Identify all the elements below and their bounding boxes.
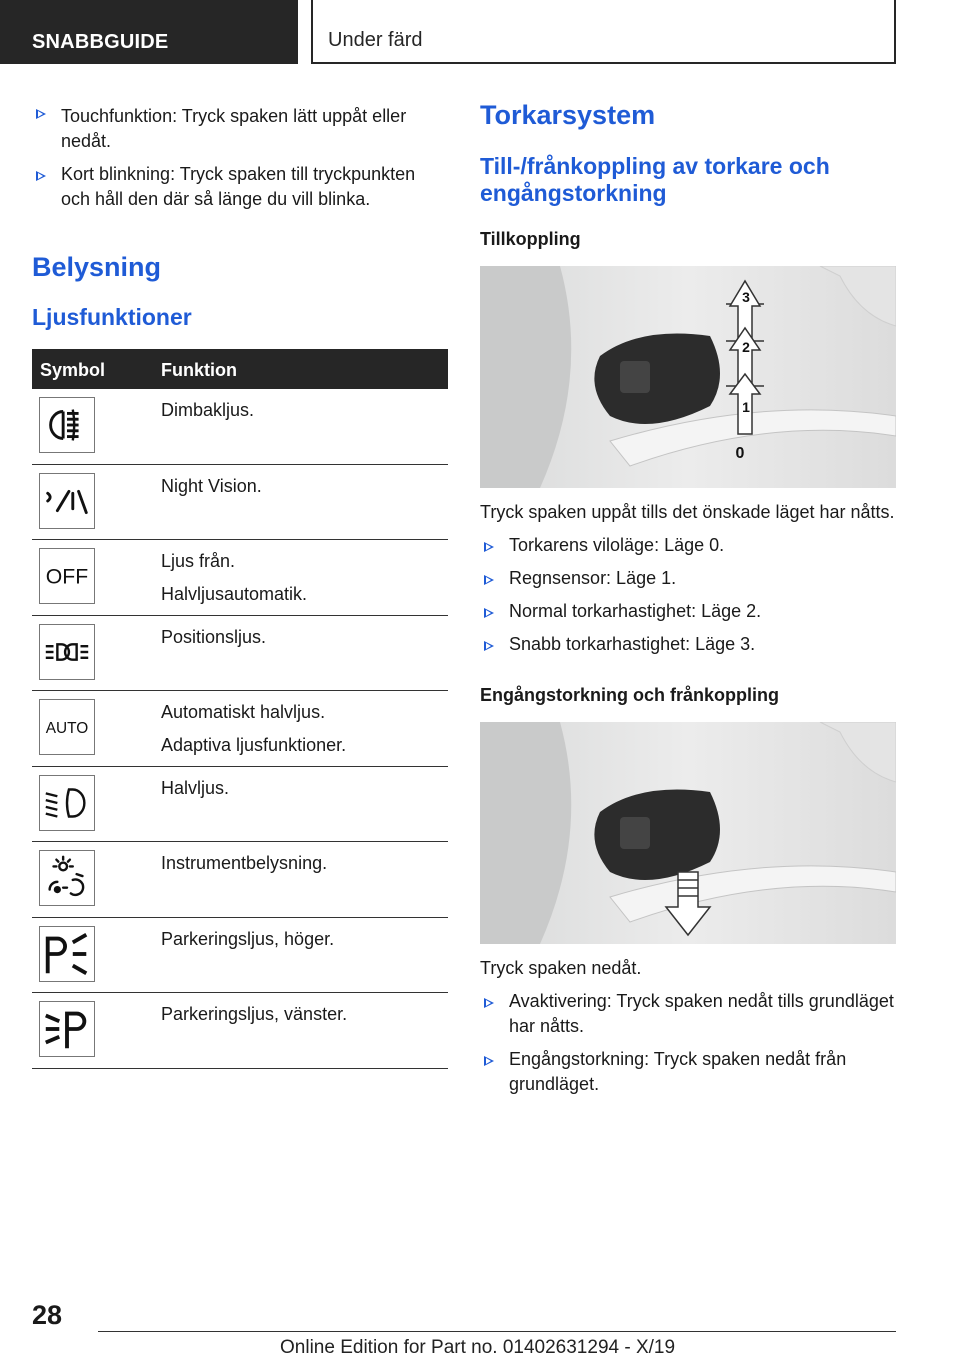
table-row (32, 540, 448, 616)
row-function-text: Adaptiva ljusfunktioner. (161, 735, 347, 755)
section-heading: Belysning (32, 252, 162, 282)
svg-text:3: 3 (742, 289, 750, 305)
subsection-title: Tillkoppling (480, 229, 581, 249)
bullet-triangle-icon (484, 542, 494, 552)
table-header (32, 349, 448, 389)
subsection-title: Engångstorkning och frånkoppling (480, 685, 779, 705)
chapter-tab (311, 0, 896, 64)
svg-text:2: 2 (742, 339, 750, 355)
right-column (480, 100, 896, 1105)
section-subheading: Ljusfunktioner (32, 304, 192, 330)
table-row (32, 918, 448, 994)
row-function-text: Ljus från. (161, 551, 236, 571)
table-row (32, 767, 448, 843)
chapter-title: Under färd (328, 29, 423, 51)
paragraph: Tryck spaken uppåt tills det önskade läget har nåtts. (480, 502, 895, 522)
list-item: Snabb torkarhastighet: Läge 3. (480, 632, 896, 657)
section-title: SNABBGUIDE (32, 31, 169, 53)
section-tab (0, 0, 298, 64)
low-beam-icon (39, 775, 95, 831)
row-function-text: Halvljusautomatik. (161, 584, 308, 604)
row-function-text: Positionsljus. (161, 626, 267, 647)
bullet-triangle-icon (36, 171, 46, 181)
row-function-text: Night Vision. (161, 475, 262, 496)
left-column (32, 100, 448, 1069)
position-light-icon (39, 624, 95, 680)
section-heading: Torkarsystem (480, 100, 656, 130)
bullet-triangle-icon (484, 608, 494, 618)
section-subheading: Till-/frånkoppling av torkare och engångstorkning (480, 153, 830, 206)
list-item: Kort blinkning: Tryck spaken till tryckpunkten och håll den där så länge du vill blinka. (32, 162, 448, 212)
column-header-symbol: Symbol (40, 360, 106, 380)
bullet-triangle-icon (484, 998, 494, 1008)
row-function-text: Dimbakljus. (161, 400, 255, 420)
bullet-triangle-icon (36, 109, 46, 119)
svg-text:OFF: OFF (45, 565, 89, 589)
bullet-triangle-icon (484, 575, 494, 585)
row-function-text: Parkeringsljus, höger. (161, 928, 335, 949)
table-row (32, 842, 448, 918)
table-row (32, 616, 448, 692)
edition-text: Online Edition for Part no. 01402631294 - X/19 (280, 1337, 676, 1358)
parking-light-left-icon (39, 1001, 95, 1057)
list-item: Torkarens viloläge: Läge 0. (480, 533, 896, 558)
night-vision-icon (39, 473, 95, 529)
table-row (32, 465, 448, 541)
list-item: Touchfunktion: Tryck spaken lätt uppåt eller nedåt. (32, 100, 448, 154)
bullet-triangle-icon (484, 1056, 494, 1066)
table-row (32, 691, 448, 767)
svg-text:AUTO: AUTO (45, 719, 89, 737)
auto-icon (39, 699, 95, 755)
paragraph: Tryck spaken nedåt. (480, 958, 642, 978)
column-header-function: Funktion (161, 360, 237, 380)
list-item: Engångstorkning: Tryck spaken nedåt från grundläget. (480, 1047, 896, 1097)
bullet-triangle-icon (484, 641, 494, 651)
instrument-lighting-icon (39, 850, 95, 906)
page-number: 28 (32, 1300, 63, 1330)
fog-light-icon (39, 397, 95, 453)
parking-light-right-icon (39, 926, 95, 982)
row-function-text: Halvljus. (161, 777, 230, 798)
row-function-text: Automatiskt halvljus. (161, 702, 326, 722)
table-row (32, 993, 448, 1069)
wiper-lever-up-image (480, 266, 896, 488)
row-function-text: Instrumentbelysning. (161, 853, 328, 873)
list-item: Avaktivering: Tryck spaken nedåt tills grundläget har nåtts. (480, 989, 896, 1039)
list-item: Regnsensor: Läge 1. (480, 566, 896, 591)
off-icon (39, 548, 95, 604)
list-item: Normal torkarhastighet: Läge 2. (480, 599, 896, 624)
wiper-lever-down-image (480, 722, 896, 944)
footer-divider (98, 1331, 896, 1332)
svg-text:1: 1 (742, 399, 750, 415)
light-functions-table (32, 349, 448, 1069)
table-row (32, 389, 448, 465)
svg-text:0: 0 (735, 445, 745, 462)
row-function-text: Parkeringsljus, vänster. (161, 1004, 348, 1024)
